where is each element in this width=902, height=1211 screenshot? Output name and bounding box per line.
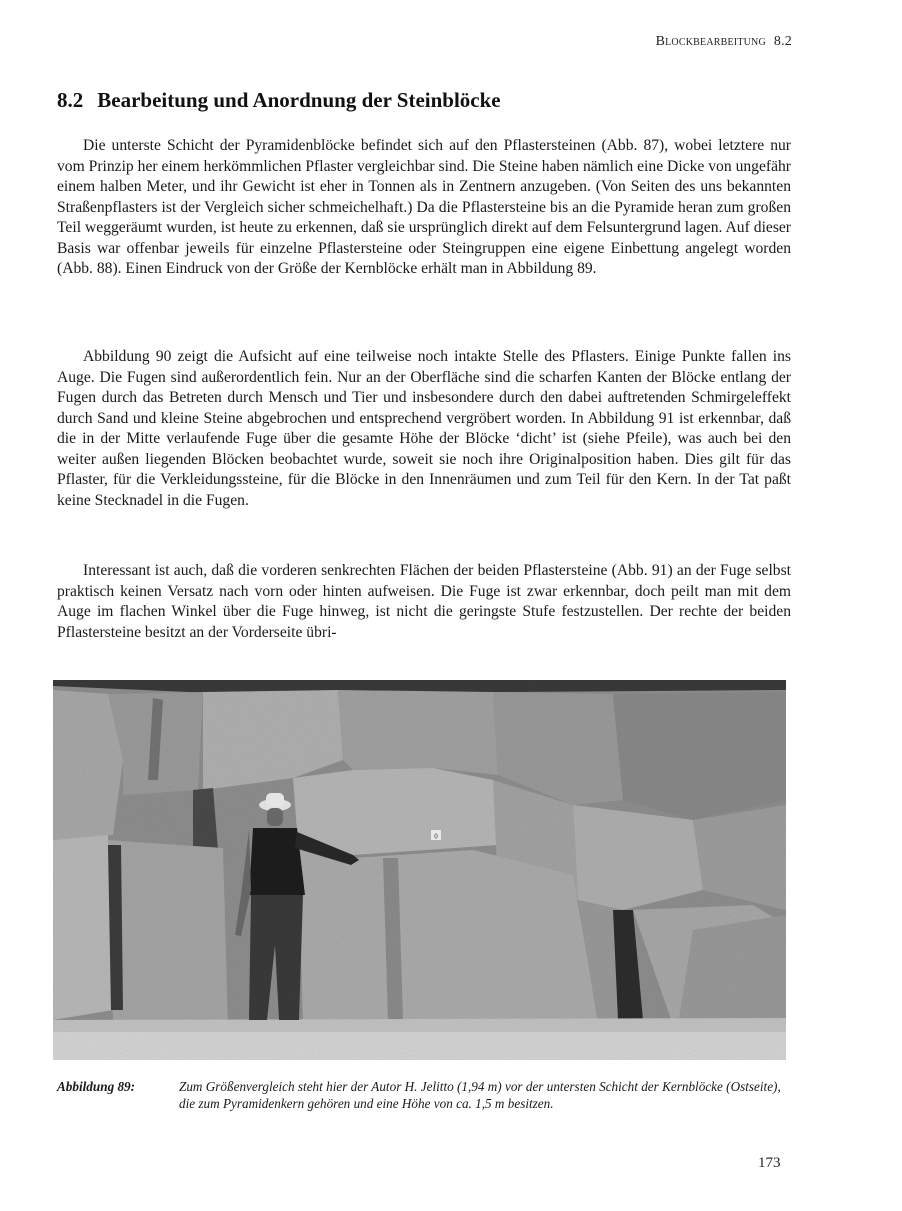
photo-tag-label: 0	[434, 832, 438, 841]
running-head-title: Blockbearbeitung	[655, 34, 766, 49]
paragraph-1	[57, 136, 791, 280]
paragraph-text: Abbildung 90 zeigt die Aufsicht auf eine teilweise noch intakte Stelle des Pflasters. Einige Punkte fallen ins Auge. Die Fugen sind außerordentlich fein. Nur an der Oberfläche sind die scharfen Kanten der Blöcke entlang der Fugen durch das Betreten durch Mensch und Tier und insbesondere durch den dabei auftretenden Schmirgeleffekt durch Sand und kleine Steine abgebrochen und entsprechend vergröbert worden. In Abbildung 91 ist erkennbar, daß die in der Mitte verlaufende Fuge über die gesamte Höhe der Blöcke ‘dicht’ ist (siehe Pfeile), was auch bei den weiter außen liegenden Blöcken beobachtet wurde, soweit sie noch ihre Originalposition haben. Dies gilt für das Pflaster, für die Verkleidungssteine, für die Blöcke in den Innenräumen und zum Teil für den Kern. In der Tat paßt keine Stecknadel in die Fugen.	[57, 348, 791, 509]
caption-label: Abbildung 89:	[57, 1079, 136, 1094]
section-number: 8.2	[57, 88, 84, 112]
figure-caption	[57, 1078, 787, 1112]
section-title: Bearbeitung und Anordnung der Steinblöcke	[97, 88, 501, 112]
figure-photo-pyramid-blocks	[53, 680, 786, 1060]
running-head-section: 8.2	[773, 34, 792, 49]
page-number: 173	[758, 1155, 781, 1171]
paragraph-3	[57, 561, 791, 643]
paragraph-text: Interessant ist auch, daß die vorderen senkrechten Flächen der beiden Pflastersteine (Abb. 91) an der Fuge selbst praktisch keinen Versatz nach vorn oder hinten aufweisen. Die Fuge ist zwar erkennbar, doch peilt man mit dem Auge im flachen Winkel über die Fuge hinweg, ist nicht die geringste Stufe festzustellen. Der rechte der beiden Pflastersteine besitzt an der Vorderseite übri-	[57, 562, 791, 641]
paragraph-2	[57, 347, 791, 511]
photo-illustration	[53, 680, 786, 1060]
running-head	[656, 34, 792, 50]
paragraph-text: Die unterste Schicht der Pyramidenblöcke befindet sich auf den Pflastersteinen (Abb. 87), wobei letztere nur vom Prinzip her einem herkömmlichen Pflaster vergleichbar sind. Die Steine haben nämlich eine Dicke von ungefähr einem halben Meter, und ihr Gewicht ist eher in Tonnen als in Zentnern anzugeben. (Von Seiten des uns bekannten Straßenpflasters ist der Vergleich sicher schmeichelhaft.) Da die Pflastersteine bis an die Pyramide heran zum großen Teil weggeräumt wurden, ist heute zu erkennen, daß sie ursprünglich direkt auf dem Felsuntergrund lagen. Auf dieser Basis war offenbar jeweils für einzelne Pflastersteine oder Steingruppen eine eigene Einbettung angelegt worden (Abb. 88). Einen Eindruck von der Größe der Kernblöcke erhält man in Abbildung 89.	[57, 137, 791, 277]
section-heading	[57, 88, 501, 113]
caption-text: Zum Größenvergleich steht hier der Autor H. Jelitto (1,94 m) vor der untersten Schicht der Kernblöcke (Ostseite), die zum Pyramidenkern gehören und eine Höhe von ca. 1,5 m besitzen.	[179, 1079, 781, 1111]
